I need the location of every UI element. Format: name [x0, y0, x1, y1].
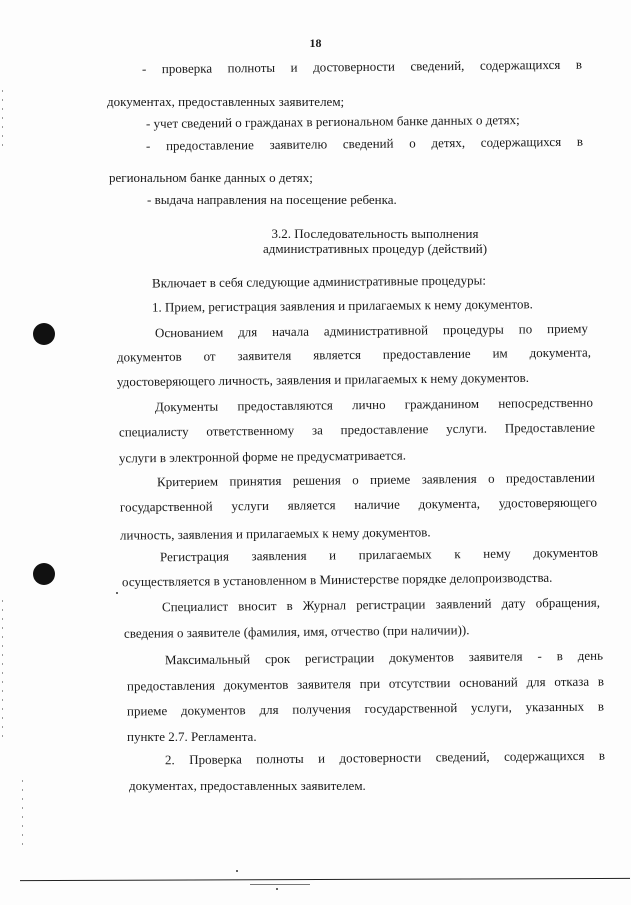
text-line: сведения о заявителе (фамилия, имя, отчество (при наличии)).: [123, 622, 470, 641]
text-line: Регистрация заявления и прилагаемых к нему документов: [159, 544, 599, 565]
text-line: Максимальный срок регистрации документов заявителя - в день: [164, 647, 604, 668]
text-line: документов от заявителя является предоставление им документа,: [116, 344, 592, 365]
scan-edge-mark: [2, 600, 3, 740]
section-heading-line-1: 3.2. Последовательность выполнения: [271, 226, 479, 241]
text-line: услуги в электронной форме не предусматривается.: [118, 447, 407, 466]
text-line: приеме документов для получения государственной услуги, указанных в: [126, 698, 605, 719]
text-line: документах, предоставленных заявителем;: [107, 94, 345, 109]
bottom-rule: [20, 878, 630, 881]
text-line: специалисту ответственному за предоставление услуги. Предоставление: [118, 419, 596, 440]
text-line: 1. Прием, регистрация заявления и прилагаемых к нему документов.: [151, 296, 533, 315]
scan-speck: [116, 592, 118, 594]
text-line: Документы предоставляются лично гражданином непосредственно: [154, 394, 594, 415]
text-line: Включает в себя следующие административные процедуры:: [151, 272, 487, 291]
text-line: предоставления документов заявителя при отсутствии оснований для отказа в: [126, 673, 605, 694]
text-line: личность, заявления и прилагаемых к нему документов.: [119, 524, 431, 543]
scan-speck: [236, 870, 238, 872]
scan-edge-mark: [22, 780, 23, 850]
text-line: - выдача направления на посещение ребенка.: [147, 192, 397, 207]
text-line: пункте 2.7. Регламента.: [127, 729, 257, 744]
section-heading-line-2: административных процедур (действий): [262, 241, 488, 256]
scan-edge-mark: [2, 90, 3, 150]
text-line: региональном банке данных о детях;: [109, 170, 313, 185]
text-line: государственной услуги является наличие документа, удостоверяющего: [119, 494, 598, 515]
text-line: удостоверяющего личность, заявления и прилагаемых к нему документов.: [116, 369, 530, 390]
bottom-rule-fragment: [250, 884, 310, 885]
text-line: осуществляется в установленном в Министерстве порядке делопроизводства.: [121, 569, 553, 590]
page-number: 18: [309, 36, 322, 50]
text-line: документах, предоставленных заявителем.: [129, 778, 366, 793]
text-line: - предоставление заявителю сведений о детях, содержащихся в: [145, 133, 584, 154]
text-line: - учет сведений о гражданах в региональном банке данных о детях;: [145, 112, 520, 131]
text-line: Критерием принятия решения о приеме заявления о предоставлении: [156, 469, 596, 490]
scan-speck: [276, 888, 278, 890]
text-line: Специалист вносит в Журнал регистрации заявлений дату обращения,: [161, 594, 601, 615]
text-line: - проверка полноты и достоверности сведений, содержащихся в: [141, 56, 583, 77]
punch-hole: [33, 323, 55, 345]
text-line: Основанием для начала административной процедуры по приему: [154, 320, 589, 341]
text-line: 2. Проверка полноты и достоверности сведений, содержащихся в: [164, 747, 606, 768]
punch-hole: [33, 563, 55, 585]
